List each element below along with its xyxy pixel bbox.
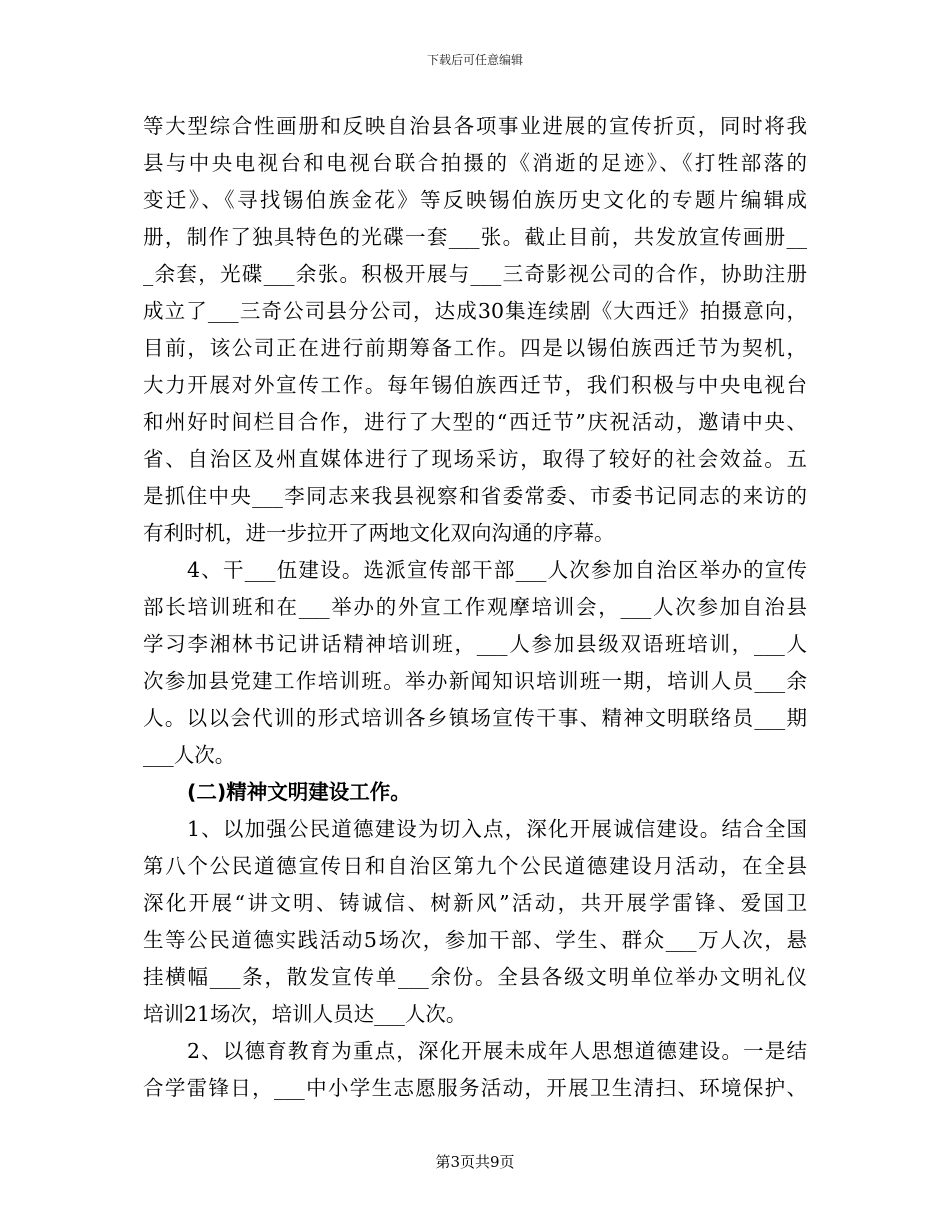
paragraph-start-line: 1、以加强公民道德建设为切入点，深化开展诚信建设。结合全国 — [187, 817, 807, 841]
page-number-footer: 第3页共9页 — [435, 1153, 515, 1171]
body-line: 大力开展对外宣传工作。每年锡伯族西迁节，我们积极与中央电视台 — [143, 373, 807, 397]
body-line: 成立了___三奇公司县分公司，达成30集连续剧《大西迁》拍摄意向， — [143, 299, 807, 323]
body-line: 合学雷锋日，___中小学生志愿服务活动，开展卫生清扫、环境保护、 — [143, 1076, 807, 1100]
body-line: ___人次。 — [143, 743, 236, 767]
page-header-note: 下载后可任意编辑 — [426, 53, 523, 67]
body-line: 深化开展“讲文明、铸诚信、树新风”活动，共开展学雷锋、爱国卫 — [143, 891, 807, 915]
body-line: 变迁》、《寻找锡伯族金花》等反映锡伯族历史文化的专题片编辑成 — [143, 188, 807, 212]
body-line: 次参加县党建工作培训班。举办新闻知识培训班一期，培训人员___余 — [143, 669, 807, 693]
body-line: 和州好时间栏目合作，进行了大型的“西迁节”庆祝活动，邀请中央、 — [143, 410, 807, 434]
body-line: 第八个公民道德宣传日和自治区第九个公民道德建设月活动，在全县 — [143, 854, 807, 878]
body-line: 有利时机，进一步拉开了两地文化双向沟通的序幕。 — [143, 521, 615, 545]
section-heading: (二)精神文明建设工作。 — [187, 780, 411, 804]
body-line: 是抓住中央___李同志来我县视察和省委常委、市委书记同志的来访的 — [143, 484, 807, 508]
body-line: _余套，光碟___余张。积极开展与___三奇影视公司的合作，协助注册 — [143, 262, 807, 286]
body-line: 人。以以会代训的形式培训各乡镇场宣传干事、精神文明联络员___期 — [143, 706, 807, 730]
body-line: 培训21场次，培训人员达___人次。 — [143, 1002, 467, 1026]
body-line: 册，制作了独具特色的光碟一套___张。截止目前，共发放宣传画册__ — [143, 225, 807, 249]
body-line: 生等公民道德实践活动5场次，参加干部、学生、群众___万人次，悬 — [143, 928, 807, 952]
body-line: 县与中央电视台和电视台联合拍摄的《消逝的足迹》、《打牲部落的 — [143, 151, 807, 175]
paragraph-start-line: 2、以德育教育为重点，深化开展未成年人思想道德建设。一是结 — [187, 1039, 807, 1063]
body-line: 等大型综合性画册和反映自治县各项事业进展的宣传折页，同时将我 — [143, 114, 807, 138]
body-line: 挂横幅___条，散发宣传单___余份。全县各级文明单位举办文明礼仪 — [143, 965, 807, 989]
paragraph-start-line: 4、干___伍建设。选派宣传部干部___人次参加自治区举办的宣传 — [187, 558, 807, 582]
body-line: 目前，该公司正在进行前期筹备工作。四是以锡伯族西迁节为契机， — [143, 336, 807, 360]
body-line: 省、自治区及州直媒体进行了现场采访，取得了较好的社会效益。五 — [143, 447, 807, 471]
body-line: 部长培训班和在___举办的外宣工作观摩培训会，___人次参加自治县 — [143, 595, 807, 619]
body-line: 学习李湘林书记讲话精神培训班，___人参加县级双语班培训，___人 — [143, 632, 807, 656]
document-body — [143, 108, 807, 1107]
